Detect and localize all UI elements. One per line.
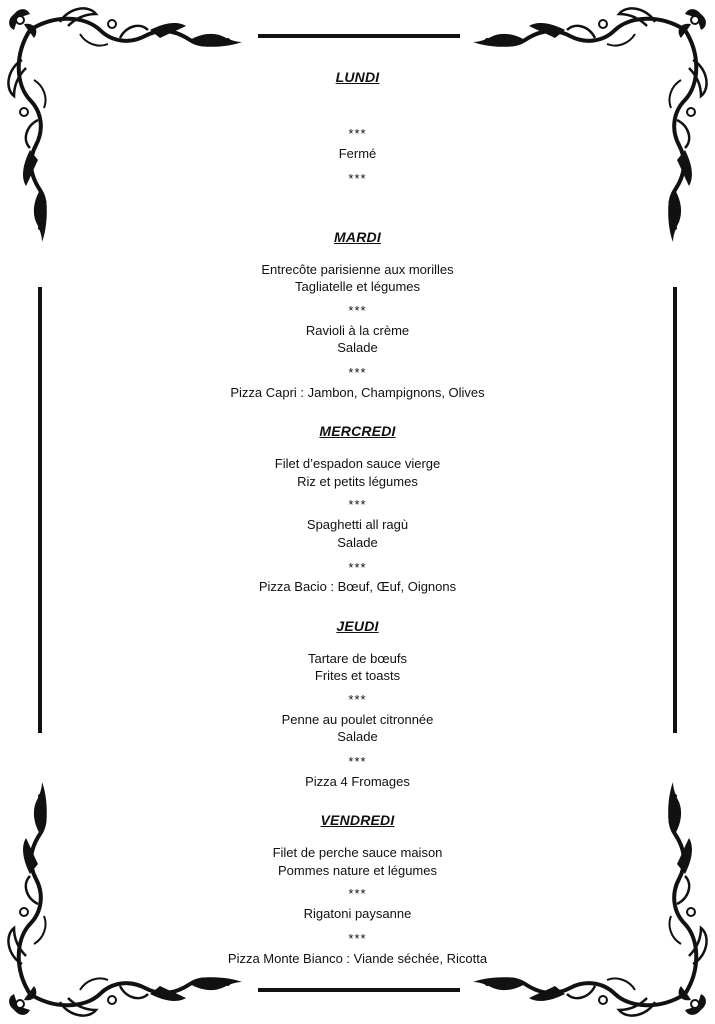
menu-item: Salade — [337, 535, 378, 550]
day-title-mercredi: MERCREDI — [319, 423, 396, 439]
separator: *** — [348, 365, 367, 380]
day-title-jeudi: JEUDI — [336, 618, 379, 634]
menu-item: Entrecôte parisienne aux morilles — [261, 262, 454, 277]
menu-item: Tartare de bœufs — [308, 651, 407, 666]
separator: *** — [348, 126, 367, 141]
menu-item: Tagliatelle et légumes — [294, 279, 421, 294]
pizza-item: Pizza 4 Fromages — [305, 774, 410, 789]
menu-item: Penne au poulet citronnée — [281, 712, 434, 727]
menu-item: Fermé — [338, 146, 377, 161]
menu-item: Spaghetti all ragù — [306, 517, 409, 532]
pizza-item: Pizza Capri : Jambon, Champignons, Olives — [230, 385, 485, 400]
separator: *** — [348, 497, 367, 512]
menu-item: Salade — [337, 729, 378, 744]
menu-item: Salade — [337, 340, 378, 355]
day-title-lundi: LUNDI — [335, 69, 380, 85]
pizza-item: Pizza Bacio : Bœuf, Œuf, Oignons — [258, 579, 457, 594]
separator: *** — [348, 886, 367, 901]
menu-item: Rigatoni paysanne — [303, 906, 412, 921]
separator: *** — [348, 303, 367, 318]
menu-item: Ravioli à la crème — [305, 323, 410, 338]
separator: *** — [348, 171, 367, 186]
border-line-top — [258, 34, 460, 38]
menu-item: Filet de perche sauce maison — [272, 845, 443, 860]
menu-item: Riz et petits légumes — [297, 474, 418, 489]
menu-item: Filet d’espadon sauce vierge — [274, 456, 441, 471]
day-title-mardi: MARDI — [334, 229, 381, 245]
separator: *** — [348, 560, 367, 575]
separator: *** — [348, 754, 367, 769]
separator: *** — [348, 692, 367, 707]
separator: *** — [348, 931, 367, 946]
day-title-vendredi: VENDREDI — [320, 812, 395, 828]
menu-item: Pommes nature et légumes — [278, 863, 437, 878]
menu-item: Frites et toasts — [314, 668, 401, 683]
pizza-item: Pizza Monte Bianco : Viande séchée, Ricotta — [227, 951, 488, 966]
border-line-bottom — [258, 988, 460, 992]
